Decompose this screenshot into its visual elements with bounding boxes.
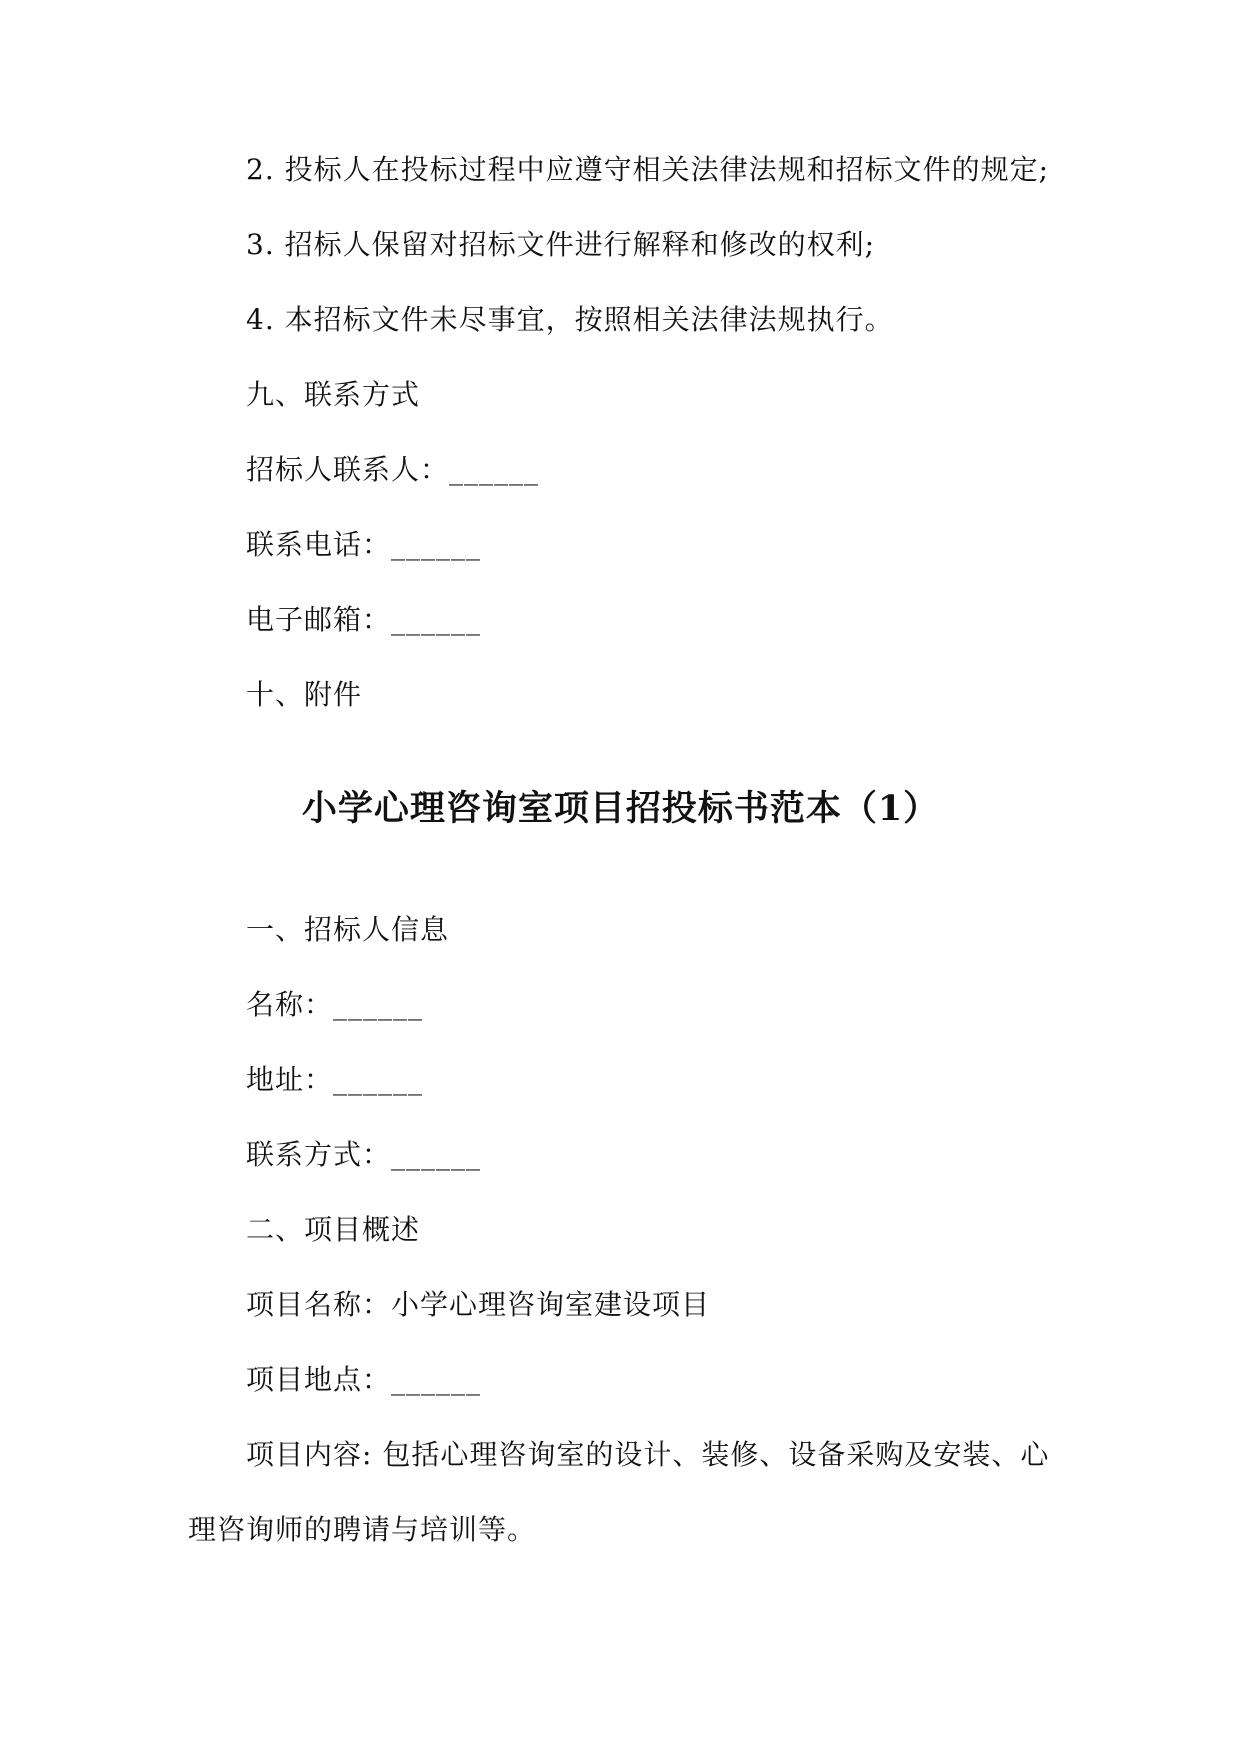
bidder-info-heading: 一、招标人信息 (246, 913, 450, 946)
bidder-address-field: 地址：______ (246, 1063, 424, 1096)
project-content-line-2: 理咨询师的聘请与培训等。 (188, 1513, 537, 1546)
contact-person-field: 招标人联系人：______ (246, 453, 540, 486)
clause-3: 3. 招标人保留对招标文件进行解释和修改的权利; (246, 228, 876, 261)
document-title: 小学心理咨询室项目招投标书范本（1） (301, 788, 940, 829)
project-location-field: 项目地点：______ (246, 1363, 482, 1396)
project-content-line-1: 项目内容: 包括心理咨询室的设计、装修、设备采购及安装、心 (246, 1438, 1050, 1471)
contact-email-field: 电子邮箱：______ (246, 603, 482, 636)
clause-2: 2. 投标人在投标过程中应遵守相关法律法规和招标文件的规定; (246, 153, 1050, 186)
contact-heading: 九、联系方式 (246, 378, 421, 411)
project-overview-heading: 二、项目概述 (246, 1213, 421, 1246)
bidder-contact-field: 联系方式：______ (246, 1138, 482, 1171)
attachments-heading: 十、附件 (246, 678, 363, 711)
contact-phone-field: 联系电话：______ (246, 528, 482, 561)
project-name-field: 项目名称：小学心理咨询室建设项目 (246, 1288, 711, 1321)
clause-4: 4. 本招标文件未尽事宜，按照相关法律法规执行。 (246, 303, 894, 336)
bidder-name-field: 名称：______ (246, 988, 424, 1021)
